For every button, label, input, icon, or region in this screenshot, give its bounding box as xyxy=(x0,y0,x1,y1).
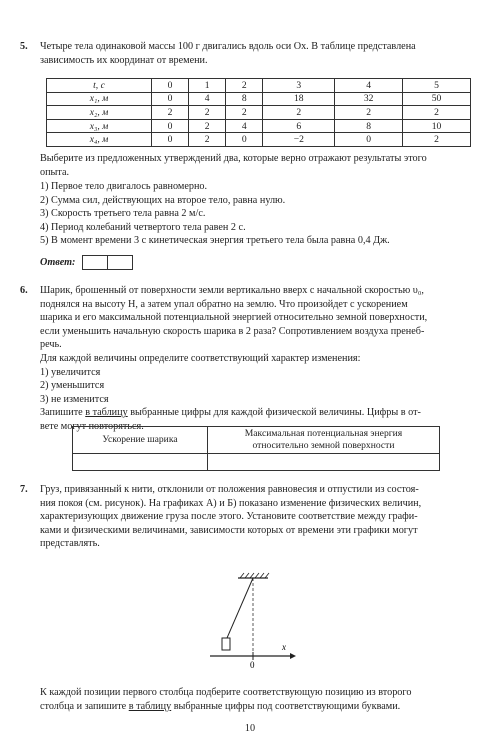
table-cell: 0 xyxy=(152,133,189,147)
row-header-cell: x₃, м xyxy=(47,119,152,133)
coordinates-table xyxy=(46,78,471,147)
table-cell: 3 xyxy=(263,79,335,93)
table-cell: 0 xyxy=(152,92,189,106)
question-5-choose: Выберите из предложенных утверждений два, которые верно отражают результаты этого опыта. xyxy=(40,153,427,178)
statement-4: 4) Период колебаний четвертого тела равен 2 с. xyxy=(40,221,246,233)
table-row xyxy=(47,92,471,106)
answer-row xyxy=(40,255,133,270)
option-2: 2) уменьшится xyxy=(40,380,105,392)
in-table-link: в таблицу xyxy=(85,407,128,419)
table-cell: 0 xyxy=(152,79,189,93)
page-number: 10 xyxy=(244,723,256,734)
table-cell: 4 xyxy=(226,119,263,133)
question-6-instruction: Для каждой величины определите соответствующий характер изменения: xyxy=(40,352,361,364)
statement-1: 1) Первое тело двигалось равномерно. xyxy=(40,181,208,192)
question-7-text: Груз, привязанный к нити, отклонили от положения равновесия и отпустили из состоя- ния покоя (см. рисунок). На графиках А) и Б) показано изменение физических величин, характеризующих движение груза после этого. Установите соответствие между графи- ками и физическими величинами, зависимости которых от времени эти графики могут представлять. xyxy=(40,484,422,550)
row-header-cell: t, с xyxy=(47,79,152,93)
option-1: 1) увеличится xyxy=(40,366,101,378)
table-cell: 2 xyxy=(403,106,471,120)
table-cell: 8 xyxy=(335,119,403,133)
question-5-intro: Четыре тела одинаковой массы 100 г двигались вдоль оси Ox. В таблице представлена зависимость их координат от времени. xyxy=(40,41,416,66)
header-acceleration: Ускорение шарика xyxy=(73,427,208,454)
statements-list xyxy=(40,180,480,248)
question-7-number: 7. xyxy=(20,484,28,495)
table-cell: 2 xyxy=(189,119,226,133)
statement-5: 5) В момент времени 3 с кинетическая энергия третьего тела была равна 0,4 Дж. xyxy=(40,235,390,247)
table-cell: 2 xyxy=(403,133,471,147)
question-7-bottom: К каждой позиции первого столбца подберите соответствующую позицию из второго столбца и запишите в таблицу выбранные цифры под соответствующими буквами. xyxy=(40,687,412,712)
header-potential-energy: Максимальная потенциальная энергия относительно земной поверхности xyxy=(208,427,440,454)
table-cell: 50 xyxy=(403,92,471,106)
table-cell: 10 xyxy=(403,119,471,133)
table-cell: 2 xyxy=(189,106,226,120)
in-table-link-2: в таблицу xyxy=(128,700,172,712)
table-row xyxy=(47,106,471,120)
question-6-text: Шарик, брошенный от поверхности земли вертикально вверх с начальной скоростью υ₀, поднялся на высоту H, а затем упал обратно на землю. Что произойдет с ускорением шарика и его максимальной потенциальной энергией относительно земной поверхности, если уменьшить начальную скорость шарика в 2 раза? Сопротивлением воздуха пренеб- речь. Для каждой величины определите соответствующий характер изменения: 1) увеличится 2) уменьшится 3) не изменится Запишите в таблицу выбранные цифры для каждой физической величины. Цифры в от- вете могут повторяться. xyxy=(40,284,480,434)
answer-cell-1[interactable] xyxy=(82,255,108,270)
table-cell: 0 xyxy=(152,119,189,133)
table-row xyxy=(47,119,471,133)
answer-cell-potential-energy[interactable] xyxy=(208,454,440,471)
x-axis-label: x xyxy=(282,642,286,652)
table-cell: 2 xyxy=(263,106,335,120)
statement-2: 2) Сумма сил, действующих на второе тело, равна нулю. xyxy=(40,194,286,206)
table-cell: 2 xyxy=(226,106,263,120)
table-cell: 18 xyxy=(263,92,335,106)
table-row xyxy=(47,79,471,93)
table-cell: 2 xyxy=(226,79,263,93)
table-cell: 4 xyxy=(335,79,403,93)
answer-cell-2[interactable] xyxy=(108,255,133,270)
answer-label: Ответ: xyxy=(40,256,76,268)
table-cell: 1 xyxy=(189,79,226,93)
table-cell: 8 xyxy=(226,92,263,106)
table-cell: 6 xyxy=(263,119,335,133)
table-cell: 5 xyxy=(403,79,471,93)
table-cell: 2 xyxy=(152,106,189,120)
answer-cell-acceleration[interactable] xyxy=(73,454,208,471)
table-cell: 0 xyxy=(226,133,263,147)
table-cell: 2 xyxy=(335,106,403,120)
option-3: 3) не изменится xyxy=(40,393,109,405)
answer-table-q6 xyxy=(72,426,440,471)
table-row xyxy=(47,133,471,147)
table-cell: −2 xyxy=(263,133,335,147)
table-cell: 2 xyxy=(189,133,226,147)
table-cell: 32 xyxy=(335,92,403,106)
row-header-cell: x₄, м xyxy=(47,133,152,147)
table-cell: 4 xyxy=(189,92,226,106)
origin-label: 0 xyxy=(250,660,255,670)
row-header-cell: x₂, м xyxy=(47,106,152,120)
question-6-number: 6. xyxy=(20,285,28,296)
row-header-cell: x₁, м xyxy=(47,92,152,106)
table-cell: 0 xyxy=(335,133,403,147)
question-5-number: 5. xyxy=(20,41,28,52)
pendulum-figure xyxy=(200,570,310,670)
statement-3: 3) Скорость третьего тела равна 2 м/с. xyxy=(40,208,206,220)
